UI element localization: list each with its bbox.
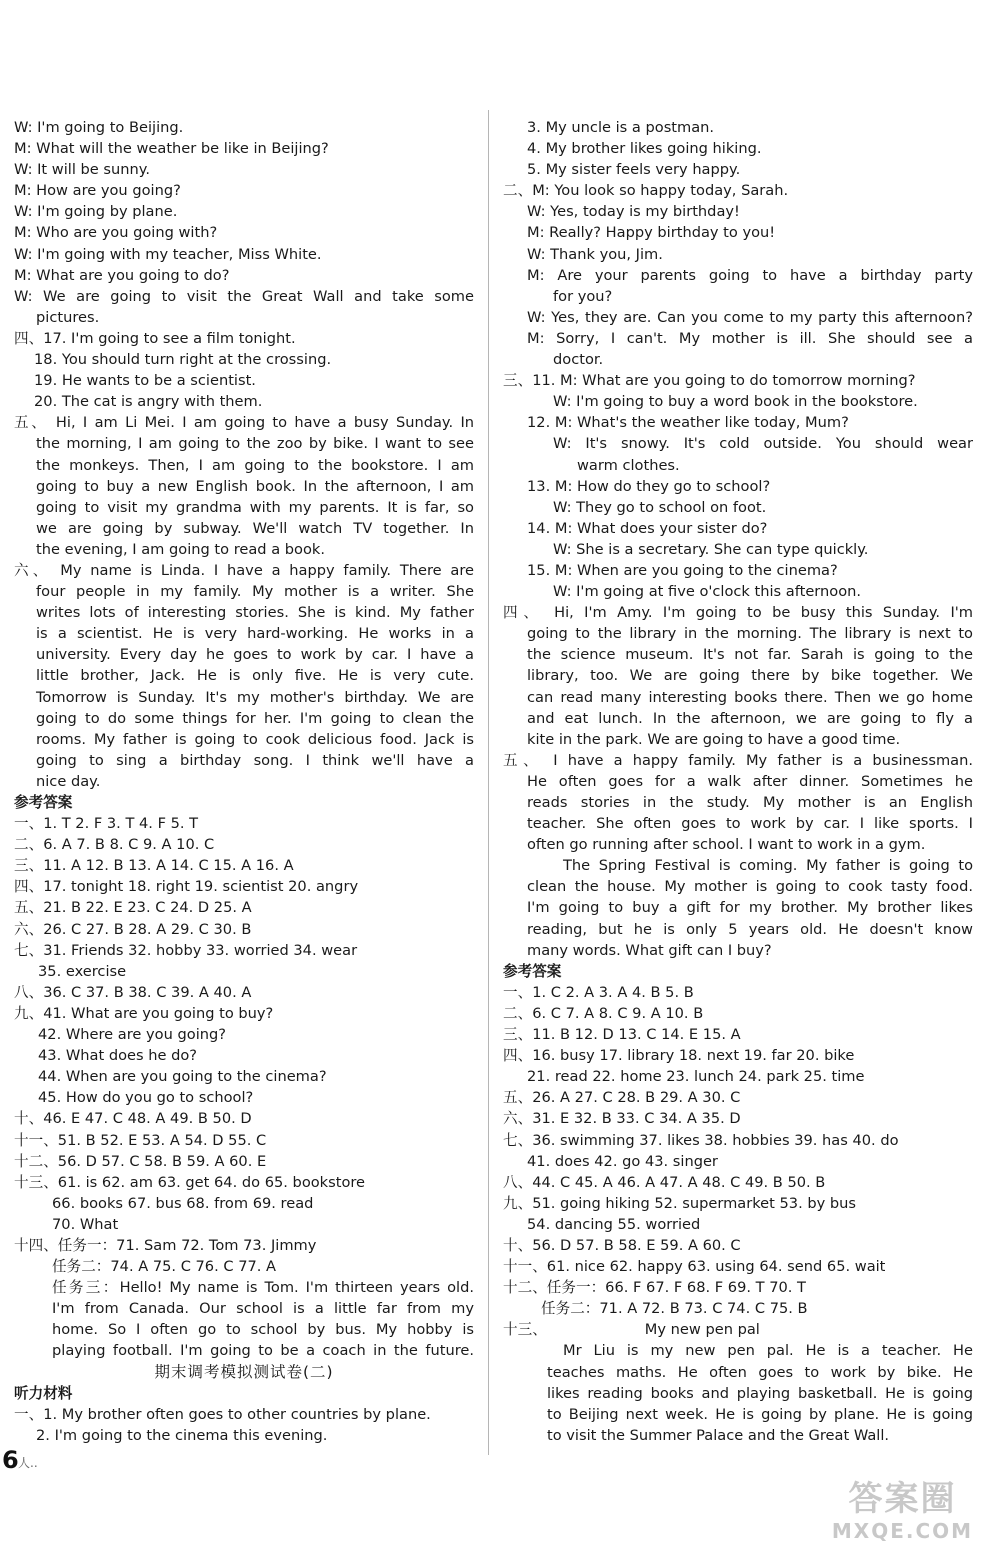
exam-section-title: 期末调考模拟测试卷(二) bbox=[154, 1362, 334, 1381]
text-line: reading, but he is only 5 years old. He doesn't know bbox=[527, 920, 973, 938]
text-line: 3. My uncle is a postman. bbox=[527, 119, 715, 136]
text-line: 九、51. going hiking 52. supermarket 53. by bus bbox=[503, 1194, 857, 1212]
section-heading: 听力材料 bbox=[14, 1384, 73, 1402]
text-line: warm clothes. bbox=[577, 456, 680, 474]
text-line: 五、 I have a happy family. My father is a businessman. bbox=[503, 751, 973, 769]
text-line: W: I'm going to Beijing. bbox=[14, 119, 184, 136]
page-number-tail: 人.. bbox=[18, 1456, 38, 1470]
text-line: 十一、61. nice 62. happy 63. using 64. send 65. wait bbox=[503, 1258, 886, 1276]
text-line: reads stories in the study. My mother is an English bbox=[527, 794, 973, 811]
text-line: the morning, I am going to the zoo by bike. I want to see bbox=[36, 435, 474, 453]
text-line: 四、 Hi, I'm Amy. I'm going to be busy this Sunday. I'm bbox=[503, 604, 973, 622]
text-line: 十四、任务一：71. Sam 72. Tom 73. Jimmy bbox=[14, 1236, 317, 1254]
text-line: teaches maths. He often goes to work by bike. He bbox=[547, 1363, 973, 1381]
text-line: W: She is a secretary. She can type quickly. bbox=[553, 540, 869, 558]
text-line: likes reading books and playing basketball. He is going bbox=[547, 1384, 973, 1402]
right-column bbox=[503, 117, 973, 1446]
text-line: M: Sorry, I can't. My mother is ill. She should see a bbox=[527, 329, 973, 347]
text-line: teacher. She often goes to work by car. I like sports. I bbox=[527, 815, 973, 833]
text-line: W: It's snowy. It's cold outside. You should wear bbox=[553, 435, 973, 453]
text-line: 41. does 42. go 43. singer bbox=[527, 1152, 718, 1170]
text-line: 十、56. D 57. B 58. E 59. A 60. C bbox=[503, 1236, 741, 1254]
text-line: four people in my family. My mother is a writer. She bbox=[36, 583, 474, 601]
text-line: nice day. bbox=[36, 772, 101, 790]
text-line: many words. What gift can I buy? bbox=[527, 941, 772, 959]
text-line: 五、26. A 27. C 28. B 29. A 30. C bbox=[503, 1089, 741, 1107]
text-line: M: Who are you going with? bbox=[14, 224, 218, 242]
text-line: 三、11. B 12. D 13. C 14. E 15. A bbox=[503, 1026, 741, 1044]
text-line: W: It will be sunny. bbox=[14, 161, 150, 179]
text-line: W: Yes, today is my birthday! bbox=[527, 203, 740, 221]
text-line: going to buy a new English book. In the afternoon, I am bbox=[36, 477, 474, 495]
text-line: 七、36. swimming 37. likes 38. hobbies 39. has 40. do bbox=[503, 1131, 899, 1149]
text-line: W: They go to school on foot. bbox=[553, 498, 767, 516]
text-line: pictures. bbox=[36, 308, 100, 326]
text-line: W: Thank you, Jim. bbox=[527, 245, 663, 263]
text-line: 14. M: What does your sister do? bbox=[527, 519, 768, 537]
text-line: M: What are you going to do? bbox=[14, 266, 230, 284]
text-line: 4. My brother likes going hiking. bbox=[527, 140, 762, 158]
text-line: Tomorrow is Sunday. It's my mother's birthday. We are bbox=[36, 688, 474, 706]
text-line: 六、26. C 27. B 28. A 29. C 30. B bbox=[14, 920, 252, 938]
text-line: 六、 My name is Linda. I have a happy family. There are bbox=[14, 561, 474, 579]
text-line: W: I'm going with my teacher, Miss White. bbox=[14, 245, 322, 263]
text-line: 45. How do you go to school? bbox=[38, 1089, 254, 1107]
text-line: writes lots of interesting stories. She is kind. My father bbox=[36, 604, 474, 622]
text-line: university. Every day he goes to work by car. I have a bbox=[36, 646, 474, 664]
text-line: 一、1. C 2. A 3. A 4. B 5. B bbox=[503, 983, 694, 1001]
text-line: 任务二：74. A 75. C 76. C 77. A bbox=[52, 1258, 277, 1276]
text-line: 四、16. busy 17. library 18. next 19. far 20. bike bbox=[503, 1047, 855, 1065]
text-line: going to the library in the morning. The library is next to bbox=[527, 625, 973, 643]
text-line: the evening, I am going to read a book. bbox=[36, 540, 326, 558]
text-line: 二、6. C 7. A 8. C 9. A 10. B bbox=[503, 1004, 704, 1022]
text-line: 20. The cat is angry with them. bbox=[34, 393, 263, 411]
text-line: 54. dancing 55. worried bbox=[527, 1215, 701, 1233]
left-column bbox=[14, 117, 474, 1446]
composition-heading-line bbox=[503, 1319, 973, 1340]
text-line: is a scientist. He is very hard-working. He works in a bbox=[36, 625, 474, 643]
text-line: can read many interesting books there. Then we go home bbox=[527, 688, 973, 706]
text-line: W: Yes, they are. Can you come to my party this afternoon? bbox=[527, 308, 973, 326]
text-line: 十一、51. B 52. E 53. A 54. D 55. C bbox=[14, 1131, 267, 1149]
text-line: the monkeys. Then, I am going to the bookstore. I am bbox=[36, 456, 474, 474]
text-line: 十二、任务一：66. F 67. F 68. F 69. T 70. T bbox=[503, 1279, 806, 1297]
text-line: to Beijing next week. He is going by plane. He is going bbox=[547, 1405, 973, 1423]
text-line: 六、31. E 32. B 33. C 34. A 35. D bbox=[503, 1110, 741, 1128]
watermark-small-text: MXQE.COM bbox=[831, 1519, 974, 1543]
text-line: going to do some things for her. I'm going to clean the bbox=[36, 709, 474, 727]
page-number: 6 bbox=[2, 1446, 19, 1474]
text-line: 四、17. I'm going to see a film tonight. bbox=[14, 329, 296, 347]
text-line: playing football. I'm going to be a coach in the future. bbox=[52, 1342, 474, 1360]
text-line: 2. I'm going to the cinema this evening. bbox=[36, 1426, 328, 1444]
text-line: 21. read 22. home 23. lunch 24. park 25. time bbox=[527, 1068, 865, 1086]
text-line: M: Are your parents going to have a birthday party bbox=[527, 266, 973, 284]
text-line: 5. My sister feels very happy. bbox=[527, 161, 741, 179]
text-line: 19. He wants to be a scientist. bbox=[34, 372, 256, 390]
text-line: going to visit my grandma with my parents. It is far, so bbox=[36, 498, 474, 516]
text-line: W: I'm going at five o'clock this afternoon. bbox=[553, 583, 862, 601]
text-line: 44. When are you going to the cinema? bbox=[38, 1068, 327, 1086]
text-line: 七、31. Friends 32. hobby 33. worried 34. wear bbox=[14, 941, 358, 959]
text-line: 任务三：Hello! My name is Tom. I'm thirteen years old. bbox=[52, 1279, 474, 1297]
text-line: 十二、56. D 57. C 58. B 59. A 60. E bbox=[14, 1152, 267, 1170]
watermark-big-text: 答案圈 bbox=[848, 1479, 957, 1519]
text-line: 四、17. tonight 18. right 19. scientist 20. angry bbox=[14, 878, 359, 896]
text-line: 二、M: You look so happy today, Sarah. bbox=[503, 182, 789, 200]
text-line: 二、6. A 7. B 8. C 9. A 10. C bbox=[14, 836, 215, 854]
text-line: often go running after school. I want to work in a gym. bbox=[527, 836, 926, 854]
text-line: 一、1. T 2. F 3. T 4. F 5. T bbox=[14, 815, 199, 833]
text-line: 12. M: What's the weather like today, Mum? bbox=[527, 414, 849, 432]
text-line: 66. books 67. bus 68. from 69. read bbox=[52, 1194, 314, 1212]
text-line: library, too. We are going there by bike together. We bbox=[527, 667, 973, 685]
text-line: The Spring Festival is coming. My father is going to bbox=[563, 857, 973, 875]
column-divider bbox=[488, 110, 489, 1455]
section-heading: 参考答案 bbox=[14, 794, 73, 811]
text-line: 13. M: How do they go to school? bbox=[527, 477, 771, 495]
text-line: 八、44. C 45. A 46. A 47. A 48. C 49. B 50. B bbox=[503, 1173, 826, 1191]
text-line: I'm going to buy a gift for my brother. My brother likes bbox=[527, 899, 973, 917]
text-line: 十、46. E 47. C 48. A 49. B 50. D bbox=[14, 1110, 252, 1128]
text-line: doctor. bbox=[553, 351, 604, 369]
text-line: W: I'm going to buy a word book in the bookstore. bbox=[553, 393, 918, 411]
text-line: 十三、61. is 62. am 63. get 64. do 65. bookstore bbox=[14, 1173, 366, 1191]
text-line: and eat lunch. In the afternoon, we are going to fly a bbox=[527, 709, 973, 727]
text-line: W: I'm going by plane. bbox=[14, 203, 178, 221]
text-line: 九、41. What are you going to buy? bbox=[14, 1004, 274, 1022]
text-line: to visit the Summer Palace and the Great Wall. bbox=[547, 1426, 890, 1444]
text-line: clean the house. My mother is going to cook tasty food. bbox=[527, 878, 973, 896]
text-line: 一、1. My brother often goes to other countries by plane. bbox=[14, 1405, 431, 1423]
text-line: 35. exercise bbox=[38, 962, 127, 980]
text-line: little brother, Jack. He is only five. He is very cute. bbox=[36, 667, 474, 685]
text-line: W: We are going to visit the Great Wall and take some bbox=[14, 287, 474, 305]
text-line: 五、 Hi, I am Li Mei. I am going to have a busy Sunday. In bbox=[14, 414, 474, 432]
section-heading: 参考答案 bbox=[503, 962, 562, 980]
text-line: I'm from Canada. Our school is a little far from my bbox=[52, 1300, 474, 1318]
text-line: we are going by subway. We'll watch TV together. In bbox=[36, 519, 474, 537]
text-line: 15. M: When are you going to the cinema? bbox=[527, 561, 838, 579]
text-line: 任务二：71. A 72. B 73. C 74. C 75. B bbox=[541, 1300, 808, 1318]
text-line: Mr Liu is my new pen pal. He is a teacher. He bbox=[563, 1342, 973, 1360]
text-line: kite in the park. We are going to have a good time. bbox=[527, 730, 901, 748]
composition-title: My new pen pal bbox=[644, 1321, 760, 1339]
text-line: home. So I often go to school by bus. My hobby is bbox=[52, 1321, 474, 1339]
watermark-logo bbox=[815, 1479, 990, 1543]
text-line: 三、11. M: What are you going to do tomorrow morning? bbox=[503, 372, 916, 390]
text-line: M: What will the weather be like in Beijing? bbox=[14, 140, 329, 158]
text-line: M: Really? Happy birthday to you! bbox=[527, 224, 776, 242]
text-line: He often goes for a walk after dinner. Sometimes he bbox=[527, 772, 973, 790]
text-line: 三、11. A 12. B 13. A 14. C 15. A 16. A bbox=[14, 857, 294, 875]
text-line: the science museum. It's not far. Sarah is going to the bbox=[527, 646, 973, 664]
text-line: for you? bbox=[553, 287, 613, 305]
text-line: 18. You should turn right at the crossing. bbox=[34, 351, 332, 369]
text-line: M: How are you going? bbox=[14, 182, 181, 200]
text-line: going to sing a birthday song. I think we'll have a bbox=[36, 751, 474, 769]
text-line: rooms. My father is going to cook delicious food. Jack is bbox=[36, 730, 474, 748]
text-line: 八、36. C 37. B 38. C 39. A 40. A bbox=[14, 983, 252, 1001]
text-line: 70. What bbox=[52, 1215, 119, 1233]
text-line: 五、21. B 22. E 23. C 24. D 25. A bbox=[14, 899, 252, 917]
text-line: 42. Where are you going? bbox=[38, 1026, 227, 1044]
question-number: 十三、 bbox=[503, 1321, 547, 1339]
text-line: 43. What does he do? bbox=[38, 1047, 198, 1065]
